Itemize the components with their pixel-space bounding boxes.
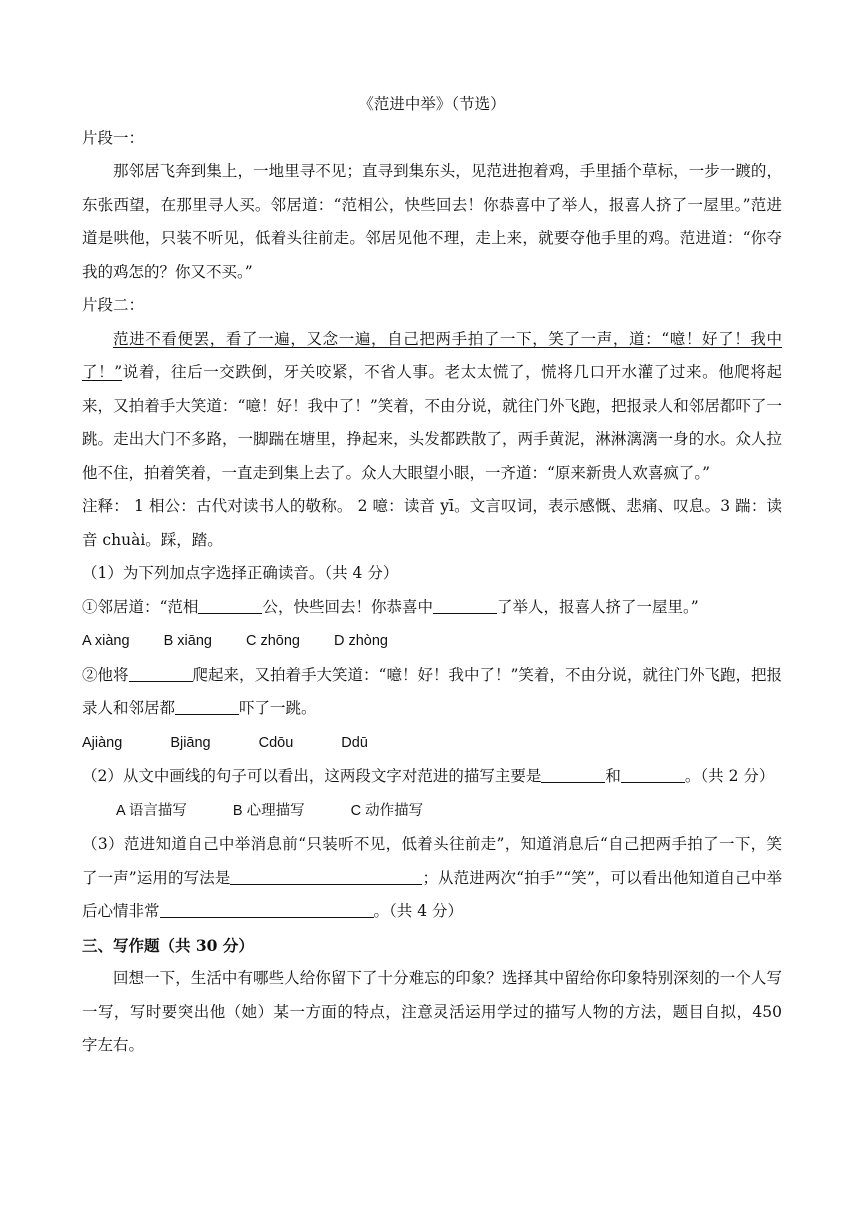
- q1-item2-text-a: ②他将: [82, 665, 129, 684]
- option: B xiāng: [163, 633, 212, 649]
- question-1-item-2: [82, 659, 782, 726]
- answer-blank[interactable]: [129, 663, 193, 682]
- q1-item1-text-a: ①邻居道：“范相: [82, 597, 199, 616]
- option: B 心理描写: [232, 802, 305, 819]
- document-page: [82, 88, 782, 1063]
- answer-blank[interactable]: [230, 866, 422, 885]
- q2-text-b: 和: [605, 767, 621, 785]
- question-3-stem: [82, 828, 782, 929]
- segment-two-label: 片段二：: [82, 296, 145, 314]
- segment-one-label: 片段一：: [82, 128, 145, 147]
- answer-blank[interactable]: [433, 595, 497, 614]
- option: Bjiāng: [170, 734, 211, 751]
- passage-title: 《范进中举》（节选）: [358, 95, 506, 113]
- underlined-sentence: 范进不看便罢，看了一遍，又念一遍，自己把两手拍了一下，笑了一声，道：“噫！好了！我中了！”: [82, 329, 782, 381]
- option: D zhòng: [333, 633, 388, 649]
- question-2-stem: [82, 760, 782, 794]
- section-3-heading: 三、写作题（共 30 分）: [82, 935, 254, 955]
- question-1-item-1: [82, 591, 782, 625]
- question-2-options: [82, 794, 782, 829]
- q1-item1-text-b: 公，快些回去！你恭喜中: [262, 597, 433, 616]
- question-1-options-1: [82, 624, 782, 659]
- annotation-notes: 注释： 1 相公：古代对读书人的敬称。 2 噫：读音 yī。文言叹词，表示感慨、悲痛、叹息。3 踹：读音 chuài。踩，踏。: [82, 497, 782, 549]
- segment-one-text: 那邻居飞奔到集上，一地里寻不见；直寻到集东头，见范进抱着鸡，手里插个草标，一步一踱的，东张西望，在那里寻人买。邻居道：“范相公，快些回去！你恭喜中了举人，报喜人挤了一屋里。”范进道是哄他，只装不听见，低着头往前走。邻居见他不理，走上来，就要夺他手里的鸡。范进道：“你夺我的鸡怎的？你又不买。”: [82, 162, 782, 281]
- answer-blank[interactable]: [175, 696, 239, 715]
- option: Ajiàng: [82, 734, 123, 751]
- q1-item2-text-b: 爬起来，又拍着手大笑道：“噫！好！我中了！”笑着，不由分说，就往门外飞跑，把报录人和邻居都: [82, 665, 782, 717]
- option: A xiàng: [82, 633, 130, 649]
- option: A 语言描写: [116, 802, 187, 819]
- segment-two-rest: 说着，往后一交跌倒，牙关咬紧，不省人事。老太太慌了，慌将几口开水灌了过来。他爬将起来，又拍着手大笑道：“噫！好！我中了！”笑着，不由分说，就往门外飞跑，把报录人和邻居都吓了一跳。走出大门不多路，一脚踹在塘里，挣起来，头发都跌散了，两手黄泥，淋淋漓漓一身的水。众人拉他不住，拍着笑着，一直走到集上去了。众人大眼望小眼，一齐道：“原来新贵人欢喜疯了。”: [82, 363, 782, 482]
- question-1-options-2: [82, 726, 782, 761]
- q1-item1-text-c: 了举人，报喜人挤了一屋里。”: [496, 597, 699, 616]
- q3-text-a: （3）范进知道自己中举消息前“只装听不见，低着头往前走”，知道消息后“自己把两手拍了一下，笑了一声”运用的写法是: [82, 835, 782, 887]
- question-1-stem: （1）为下列加点字选择正确读音。（共 4 分）: [82, 564, 399, 582]
- answer-blank[interactable]: [621, 764, 685, 783]
- q2-text-c: 。（共 2 分）: [684, 767, 775, 785]
- option: C 动作描写: [350, 802, 424, 819]
- answer-blank[interactable]: [198, 595, 262, 614]
- option: Ddū: [341, 734, 368, 751]
- segment-two-text: [82, 323, 782, 491]
- answer-blank[interactable]: [541, 764, 605, 783]
- q2-text-a: （2）从文中画线的句子可以看出，这两段文字对范进的描写主要是: [82, 767, 542, 785]
- writing-prompt: 回想一下，生活中有哪些人给你留下了十分难忘的印象？选择其中留给你印象特别深刻的一个人写一写，写时要突出他（她）某一方面的特点，注意灵活运用学过的描写人物的方法，题目自拟，450 字左右。: [82, 969, 782, 1054]
- option: C zhōng: [245, 633, 300, 649]
- q3-text-b: ；从范进两次“拍手”“笑”，可以看出他知道自己中举后心情非常: [82, 868, 782, 920]
- q3-text-c: 。（共 4 分）: [373, 902, 463, 920]
- answer-blank[interactable]: [160, 899, 374, 918]
- q1-item2-text-c: 吓了一跳。: [239, 699, 317, 717]
- option: Cdōu: [258, 734, 294, 751]
